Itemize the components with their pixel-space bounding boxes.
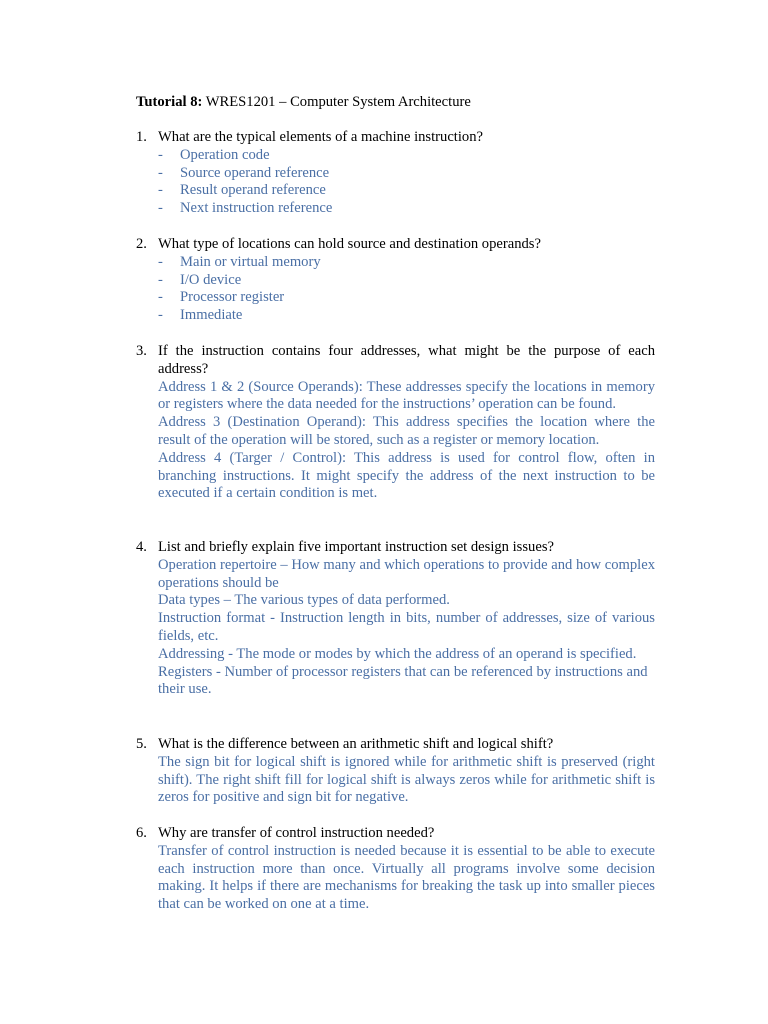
answer-item: Immediate: [180, 307, 243, 324]
answer-paragraph: Instruction format - Instruction length in bits, number of addresses, size of various fields, etc.: [158, 610, 655, 644]
answer-list: [158, 254, 655, 325]
answer-paragraph: their use.: [158, 681, 212, 698]
question-text: List and briefly explain five important instruction set design issues?: [158, 539, 554, 555]
question-text: What are the typical elements of a machine instruction?: [158, 129, 483, 145]
answer-paragraph: Address 1 & 2 (Source Operands): These addresses specify the locations in memory or registers where the data needed for the instructions’ operation can be found.: [158, 378, 655, 413]
answer-paragraph: Address 3 (Destination Operand): This address specifies the location where the result of the operation will be stored, such as a register or memory location.: [158, 414, 655, 448]
question-number: 1.: [136, 129, 147, 145]
tutorial-label: Tutorial 8:: [136, 94, 203, 110]
question-text: Why are transfer of control instruction needed?: [158, 825, 435, 841]
answer-paragraph: The sign bit for logical shift is ignored while for arithmetic shift is preserved (right shift). The right shift fill for logical shift is always zeros while for arithmetic shift is zeros for positive and sign bit for negative.: [158, 753, 655, 806]
answer-list: [158, 147, 655, 218]
list-item: - Immediate: [158, 307, 243, 324]
question-2: [136, 236, 655, 325]
answer-block: [158, 754, 655, 807]
list-item: - I/O device: [158, 271, 242, 288]
answer-item: Processor register: [180, 289, 285, 306]
list-item: - Processor register: [158, 289, 285, 306]
answer-paragraph: Operation repertoire – How many and which operations to provide and how complex operations should be: [158, 556, 655, 591]
answer-paragraph: Address 4 (Targer / Control): This address is used for control flow, often in branching instructions. It might specify the address of the next instruction to be executed if a certain condition is met.: [158, 449, 655, 502]
question-number: 4.: [136, 539, 147, 555]
answer-paragraph: Data types – The various types of data performed.: [158, 592, 450, 609]
answer-paragraph: Addressing - The mode or modes by which the address of an operand is specified.: [158, 645, 637, 662]
answer-item: Result operand reference: [180, 182, 326, 199]
course-title: WRES1201 – Computer System Architecture: [202, 94, 471, 110]
answer-block: [158, 843, 655, 914]
list-item: - Source operand reference: [158, 164, 330, 181]
answer-block: [158, 557, 655, 699]
answer-paragraph: Transfer of control instruction is needed because it is essential to be able to execute each instruction more than once. Virtually all programs involve some decision making. It helps if there are mechanisms for breaking the task up into smaller pieces that can be worked on one at a time.: [158, 842, 655, 913]
answer-item: Next instruction reference: [180, 200, 333, 217]
answer-item: I/O device: [180, 271, 242, 288]
answer-item: Main or virtual memory: [180, 253, 321, 270]
answer-block: [158, 379, 655, 504]
list-item: - Next instruction reference: [158, 200, 333, 217]
list-item: - Main or virtual memory: [158, 253, 321, 270]
question-5: [136, 736, 655, 807]
question-text: If the instruction contains four addresses, what might be the purpose of each address?: [158, 343, 655, 377]
question-1: [136, 129, 655, 218]
answer-paragraph: Registers - Number of processor registers that can be referenced by instructions and: [158, 663, 648, 680]
list-item: - Result operand reference: [158, 182, 326, 199]
question-text: What type of locations can hold source and destination operands?: [158, 236, 541, 252]
question-4: [136, 539, 655, 699]
question-number: 5.: [136, 736, 147, 752]
question-number: 2.: [136, 236, 147, 252]
question-number: 6.: [136, 825, 147, 841]
question-3: [136, 343, 655, 503]
question-text: What is the difference between an arithmetic shift and logical shift?: [158, 736, 554, 752]
answer-item: Source operand reference: [180, 164, 330, 181]
question-6: [136, 825, 655, 914]
tutorial-title: [136, 94, 471, 112]
answer-item: Operation code: [180, 146, 270, 163]
question-number: 3.: [136, 343, 147, 359]
list-item: - Operation code: [158, 146, 270, 163]
